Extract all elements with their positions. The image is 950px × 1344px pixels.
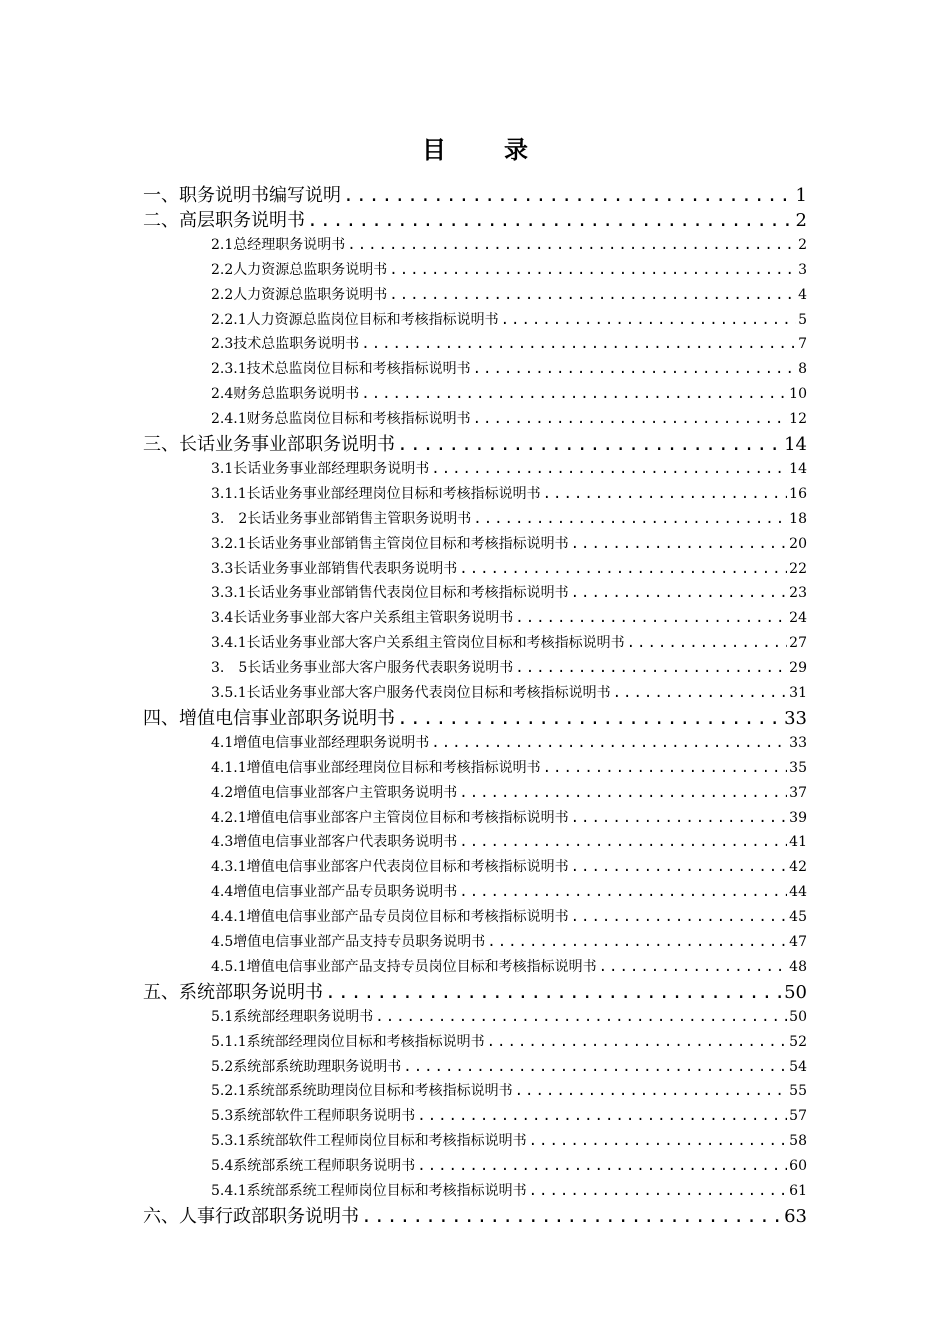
toc-entry[interactable] <box>211 557 807 582</box>
toc-entry-page-number: 16 <box>789 485 807 502</box>
toc-leader-dots <box>487 1030 788 1055</box>
toc-entry[interactable] <box>211 233 807 258</box>
toc-entry[interactable] <box>211 656 807 681</box>
toc-entry-label: 3. 2长话业务事业部销售主管职务说明书 <box>211 510 472 527</box>
toc-entry-label: 4.1.1增值电信事业部经理岗位目标和考核指标说明书 <box>211 759 541 776</box>
toc-leader-dots <box>431 731 787 756</box>
toc-entry-label: 5.1系统部经理职务说明书 <box>211 1008 374 1025</box>
toc-entry-page-number: 29 <box>789 660 807 677</box>
toc-title-char-2: 录 <box>504 135 528 164</box>
toc-entry-label: 4.2.1增值电信事业部客户主管岗位目标和考核指标说明书 <box>211 809 569 826</box>
toc-entry-page-number: 7 <box>798 336 807 353</box>
toc-entry-page-number: 2 <box>798 236 807 253</box>
toc-entry[interactable] <box>211 532 807 557</box>
toc-entry-label: 4.3增值电信事业部客户代表职务说明书 <box>211 834 458 851</box>
toc-entry-page-number: 57 <box>789 1108 807 1125</box>
toc-entry-page-number: 41 <box>789 834 807 851</box>
toc-entry-label: 4.5增值电信事业部产品支持专员职务说明书 <box>211 934 486 950</box>
toc-entry-label: 5.3系统部软件工程师职务说明书 <box>211 1108 416 1125</box>
toc-entry-label: 4.5.1增值电信事业部产品支持专员岗位目标和考核指标说明书 <box>211 958 597 975</box>
toc-entry-label: 一、职务说明书编写说明 <box>143 185 341 206</box>
toc-entry[interactable] <box>211 332 807 357</box>
toc-leader-dots <box>473 507 787 532</box>
toc-entry-label: 5.2.1系统部系统助理岗位目标和考核指标说明书 <box>211 1083 513 1100</box>
toc-entry-page-number: 20 <box>789 535 807 552</box>
toc-leader-dots <box>473 407 788 432</box>
toc-leader-dots <box>571 581 788 606</box>
toc-entry[interactable] <box>211 507 807 532</box>
toc-entry-label: 5.4系统部系统工程师职务说明书 <box>211 1158 416 1175</box>
toc-leader-dots <box>325 980 782 1005</box>
toc-entry-page-number: 8 <box>798 361 807 378</box>
toc-leader-dots <box>343 183 794 208</box>
toc-entry[interactable] <box>211 1030 807 1055</box>
toc-entry-label: 5.3.1系统部软件工程师岗位目标和考核指标说明书 <box>211 1133 527 1150</box>
toc-leader-dots <box>347 233 796 258</box>
toc-entry-label: 5.2系统部系统助理职务说明书 <box>211 1058 402 1075</box>
toc-leader-dots <box>403 1055 787 1080</box>
toc-entry-page-number: 1 <box>795 185 807 206</box>
toc-entry[interactable] <box>211 806 807 831</box>
toc-leader-dots <box>417 1104 787 1129</box>
toc-entry[interactable] <box>211 1129 807 1154</box>
toc-leader-dots <box>613 681 788 706</box>
toc-entry-label: 3.4长话业务事业部大客户关系组主管职务说明书 <box>211 610 514 627</box>
toc-entry-page-number: 63 <box>784 1205 807 1227</box>
toc-entry-page-number: 4 <box>798 286 807 303</box>
toc-leader-dots <box>515 656 787 681</box>
toc-entry[interactable] <box>211 731 807 756</box>
toc-entry[interactable] <box>211 955 807 980</box>
toc-entry[interactable] <box>211 482 807 507</box>
toc-entry-page-number: 2 <box>795 209 807 231</box>
toc-entry[interactable] <box>211 1079 807 1104</box>
toc-entry-label: 3.3.1长话业务事业部销售代表岗位目标和考核指标说明书 <box>211 585 569 602</box>
toc-entry[interactable] <box>211 1055 807 1080</box>
toc-entry-page-number: 22 <box>789 560 807 577</box>
toc-entry-label: 二、高层职务说明书 <box>143 209 305 231</box>
toc-entry-label: 2.2人力资源总监职务说明书 <box>211 286 388 303</box>
toc-entry-page-number: 18 <box>789 510 807 527</box>
toc-leader-dots <box>571 532 788 557</box>
toc-entry-page-number: 50 <box>789 1008 807 1025</box>
toc-entry-page-number: 27 <box>789 635 807 652</box>
toc-entry-label: 4.2增值电信事业部客户主管职务说明书 <box>211 784 458 801</box>
toc-entry-label: 2.2.1人力资源总监岗位目标和考核指标说明书 <box>211 311 499 328</box>
toc-entry-page-number: 23 <box>789 585 807 602</box>
toc-entry[interactable] <box>211 457 807 482</box>
toc-leader-dots <box>361 1204 782 1229</box>
toc-entry[interactable] <box>211 880 807 905</box>
toc-leader-dots <box>361 332 796 357</box>
toc-leader-dots <box>459 880 787 905</box>
toc-entry-label: 2.4.1财务总监岗位目标和考核指标说明书 <box>211 411 471 428</box>
toc-entry-page-number: 24 <box>789 610 807 627</box>
toc-entry-label: 3.3长话业务事业部销售代表职务说明书 <box>211 560 458 577</box>
toc-leader-dots <box>459 830 787 855</box>
toc-leader-dots <box>417 1154 787 1179</box>
toc-entry-page-number: 44 <box>789 884 807 901</box>
toc-entry-label: 3.1长话业务事业部经理职务说明书 <box>211 460 430 477</box>
toc-entry-label: 五、系统部职务说明书 <box>143 981 323 1003</box>
toc-leader-dots <box>473 357 796 382</box>
toc-entry[interactable] <box>211 308 807 333</box>
toc-leader-dots <box>307 208 794 233</box>
toc-title <box>0 130 950 165</box>
toc-entry-label: 2.3技术总监职务说明书 <box>211 336 360 353</box>
toc-entry[interactable] <box>211 1179 807 1204</box>
toc-entry[interactable] <box>211 581 807 606</box>
toc-leader-dots <box>571 806 788 831</box>
toc-entry-page-number: 14 <box>784 434 807 455</box>
toc-entry[interactable] <box>143 432 807 457</box>
toc-entry-page-number: 48 <box>789 958 807 975</box>
toc-leader-dots <box>487 930 787 955</box>
toc-entry[interactable] <box>211 606 807 631</box>
toc-entry-page-number: 58 <box>789 1133 807 1150</box>
toc-entry-page-number: 55 <box>789 1083 807 1100</box>
toc-entry-label: 3. 5长话业务事业部大客户服务代表职务说明书 <box>211 660 514 677</box>
toc-leader-dots <box>431 457 787 482</box>
toc-entry[interactable] <box>211 283 807 308</box>
toc-entry-label: 3.1.1长话业务事业部经理岗位目标和考核指标说明书 <box>211 485 541 502</box>
toc-entry-page-number: 12 <box>789 411 807 428</box>
toc-entry-label: 三、长话业务事业部职务说明书 <box>143 434 395 455</box>
toc-entry[interactable] <box>143 1204 807 1229</box>
toc-entry-label: 5.4.1系统部系统工程师岗位目标和考核指标说明书 <box>211 1183 527 1199</box>
toc-leader-dots <box>397 432 782 457</box>
toc-entry[interactable] <box>143 980 807 1005</box>
toc-entry-page-number: 31 <box>789 685 807 701</box>
toc-entry-label: 2.4财务总监职务说明书 <box>211 386 360 403</box>
toc-leader-dots <box>529 1179 788 1204</box>
toc-entry[interactable] <box>211 905 807 930</box>
toc-leader-dots <box>459 781 787 806</box>
toc-leader-dots <box>543 756 788 781</box>
toc-entry[interactable] <box>211 781 807 806</box>
toc-entry[interactable] <box>143 183 807 208</box>
toc-leader-dots <box>501 308 796 333</box>
toc-leader-dots <box>571 855 788 880</box>
toc-entry-page-number: 42 <box>789 859 807 876</box>
toc-entry-page-number: 39 <box>789 809 807 826</box>
toc-entry-page-number: 50 <box>784 981 807 1003</box>
toc-entry[interactable] <box>211 681 807 706</box>
toc-entry-page-number: 54 <box>789 1058 807 1075</box>
toc-leader-dots <box>375 1005 787 1030</box>
toc-entry[interactable] <box>211 756 807 781</box>
toc-entry-page-number: 33 <box>784 707 807 729</box>
toc-entry-page-number: 37 <box>789 784 807 801</box>
toc-entry-page-number: 60 <box>789 1158 807 1175</box>
toc-entry-label: 4.4增值电信事业部产品专员职务说明书 <box>211 884 458 901</box>
toc-entry-page-number: 61 <box>789 1183 807 1199</box>
toc-entry[interactable] <box>143 706 807 731</box>
toc-entry-page-number: 35 <box>789 759 807 776</box>
toc-entry-label: 4.4.1增值电信事业部产品专员岗位目标和考核指标说明书 <box>211 909 569 926</box>
toc-leader-dots <box>389 283 796 308</box>
toc-entry-label: 四、增值电信事业部职务说明书 <box>143 707 395 729</box>
toc-leader-dots <box>361 382 787 407</box>
toc-entry-label: 3.5.1长话业务事业部大客户服务代表岗位目标和考核指标说明书 <box>211 685 611 701</box>
toc-leader-dots <box>459 557 787 582</box>
toc-entry-label: 3.2.1长话业务事业部销售主管岗位目标和考核指标说明书 <box>211 535 569 552</box>
toc-entry-label: 六、人事行政部职务说明书 <box>143 1205 359 1227</box>
toc-entry-page-number: 45 <box>789 909 807 926</box>
toc-entry-label: 2.3.1技术总监岗位目标和考核指标说明书 <box>211 361 471 378</box>
toc-entry[interactable] <box>211 1005 807 1030</box>
toc-leader-dots <box>571 905 788 930</box>
toc-leader-dots <box>397 706 782 731</box>
toc-entry[interactable] <box>211 855 807 880</box>
toc-entry[interactable] <box>211 382 807 407</box>
toc-leader-dots <box>389 258 796 283</box>
toc-entry-page-number: 5 <box>798 311 807 328</box>
toc-entry-label: 5.1.1系统部经理岗位目标和考核指标说明书 <box>211 1033 485 1050</box>
toc-entry[interactable] <box>211 1154 807 1179</box>
toc-entry-page-number: 33 <box>789 734 807 751</box>
toc-entry-label: 4.3.1增值电信事业部客户代表岗位目标和考核指标说明书 <box>211 859 569 876</box>
toc-entry-page-number: 14 <box>789 460 807 477</box>
toc-leader-dots <box>515 606 787 631</box>
toc-entry[interactable] <box>211 407 807 432</box>
toc-entry-label: 2.2人力资源总监职务说明书 <box>211 261 388 278</box>
toc-entry[interactable] <box>211 357 807 382</box>
toc-entry-page-number: 3 <box>798 261 807 278</box>
toc-entry-label: 2.1总经理职务说明书 <box>211 236 346 253</box>
toc-entry[interactable] <box>211 830 807 855</box>
toc-entry-label: 4.1增值电信事业部经理职务说明书 <box>211 734 430 751</box>
toc-title-char-1: 目 <box>422 135 446 164</box>
toc-entry[interactable] <box>211 631 807 656</box>
toc-entry-page-number: 47 <box>789 934 807 950</box>
toc-leader-dots <box>515 1079 788 1104</box>
toc-leader-dots <box>529 1129 788 1154</box>
toc-entry[interactable] <box>211 258 807 283</box>
toc-leader-dots <box>627 631 788 656</box>
toc-entry[interactable] <box>143 208 807 233</box>
toc-entry[interactable] <box>211 930 807 955</box>
toc-entry-label: 3.4.1长话业务事业部大客户关系组主管岗位目标和考核指标说明书 <box>211 635 625 652</box>
toc-leader-dots <box>599 955 788 980</box>
toc-entry-page-number: 10 <box>789 386 807 403</box>
toc-leader-dots <box>543 482 788 507</box>
toc-entry[interactable] <box>211 1104 807 1129</box>
toc-entry-page-number: 52 <box>789 1033 807 1050</box>
